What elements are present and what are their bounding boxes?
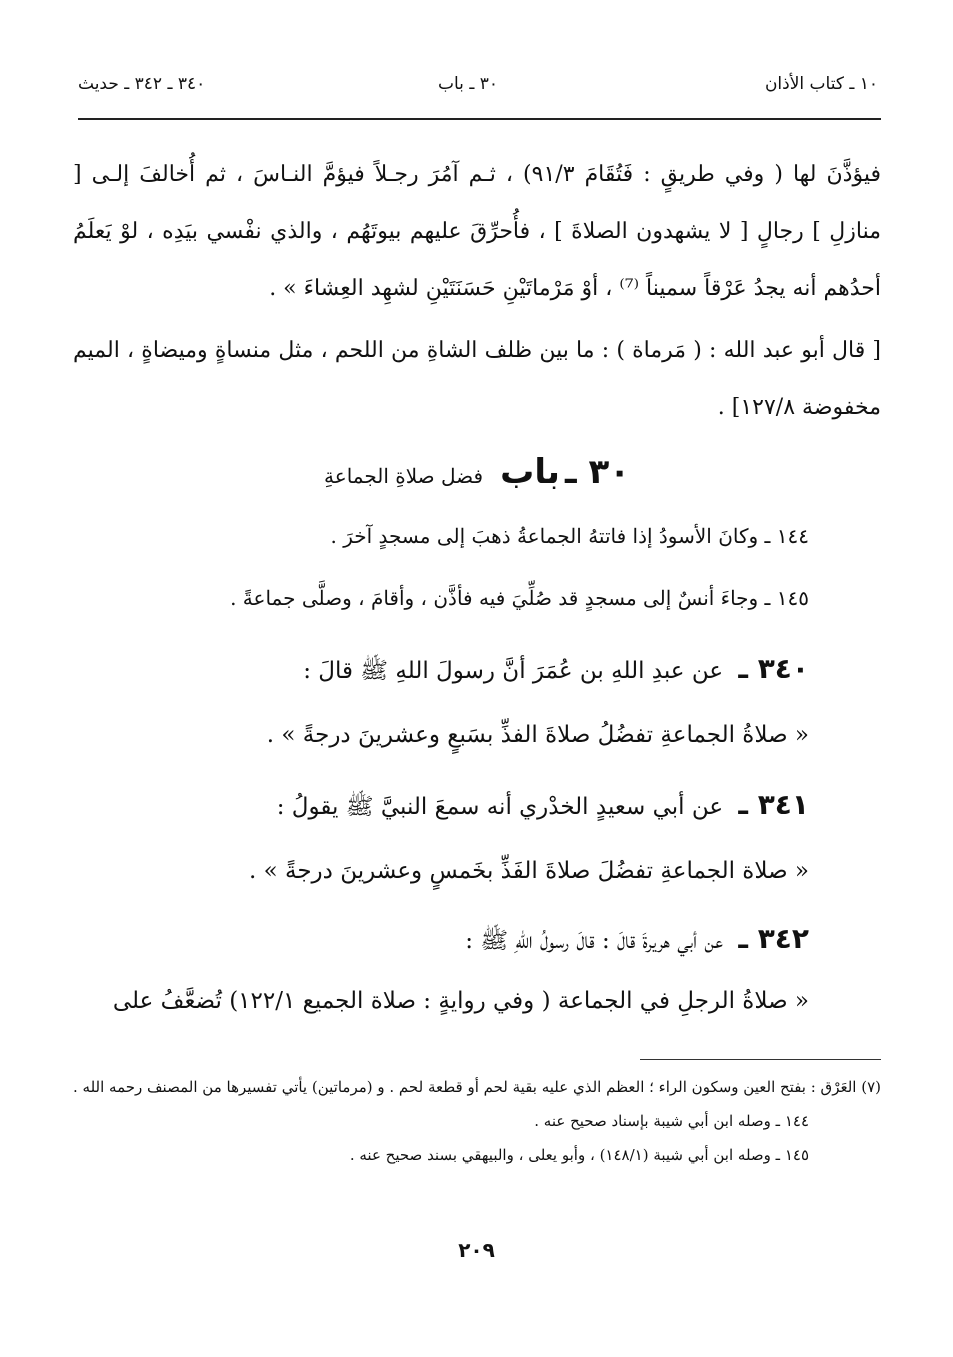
hadith-342-intro xyxy=(465,922,809,960)
hadith-342-isnad: عن أبي هريرةَ قالَ : قالَ رسولُ اللهِ ﷺ : xyxy=(465,928,724,954)
athar-145: ١٤٥ ـ وجاءَ أنسٌ إلى مسجدٍ قد صُلِّيَ فيه فأذَّن ، وأقامَ ، وصلَّى جماعةً . xyxy=(230,586,809,610)
chapter-title: فضل صلاةِ الجماعةِ xyxy=(324,464,484,488)
hadith-341-isnad: عن أبي سعيدٍ الخدْري أنه سمعَ النبيَّ ﷺ يقولُ : xyxy=(276,794,724,820)
page-number: ٢٠٩ xyxy=(458,1238,495,1262)
footnotes xyxy=(73,1074,881,1176)
chapter-word: باب xyxy=(500,452,560,492)
hadith-341-number: ٣٤١ ـ xyxy=(738,788,809,821)
header-bab: ٣٠ ـ باب xyxy=(438,74,498,94)
header-hadith-range: ٣٤٠ ـ ٣٤٢ ـ حديث xyxy=(78,74,206,94)
hadith-340-number: ٣٤٠ ـ xyxy=(738,652,809,685)
chapter-number: ٣٠ ـ xyxy=(564,452,630,492)
footnote-145: ١٤٥ ـ وصله ابن أبي شيبة (١٤٨/١) ، وأبو يعلى ، والبيهقي بسند صحيح عنه . xyxy=(349,1146,809,1164)
paragraph-explanation: [ قال أبو عبد الله : ( مَرماة ) : ما بين ظلف الشاةِ من اللحم ، مثل منساةٍ وميضاةٍ ، الميم مخفوضة ١٢٧/٨] . xyxy=(73,338,881,420)
hadith-342-text: « صلاةُ الرجلِ في الجماعة ( وفي روايةٍ : صلاة الجميع ١٢٢/١) تُضعَّفُ على xyxy=(112,988,809,1014)
header-chapter: ١٠ ـ كتاب الأذان xyxy=(764,74,878,94)
chapter-heading xyxy=(73,452,881,492)
hadith-340-intro xyxy=(303,652,809,690)
athar-144: ١٤٤ ـ وكانَ الأسودُ إذا فاتتهُ الجماعةُ ذهبَ إلى مسجدٍ آخرَ . xyxy=(330,524,809,548)
running-header xyxy=(78,68,878,108)
hadith-340-isnad: عن عبدِ اللهِ بن عُمَرَ أنَّ رسولَ اللهِ ﷺ قالَ : xyxy=(303,658,724,684)
footnote-144: ١٤٤ ـ وصله ابن أبي شيبة بإسناد صحيح عنه . xyxy=(534,1112,809,1130)
footnote-divider xyxy=(640,1059,881,1060)
hadith-340-text: « صلاةُ الجماعةِ تفضُلُ صلاةَ الفذِّ بسَبعٍ وعشرينَ درجةً » . xyxy=(266,722,809,748)
hadith-341-text: « صلاة الجماعةِ تفضُلَ صلاةَ الفَذِّ بخَمسٍ وعشرينَ درجةً » . xyxy=(249,858,809,884)
footnote-7: (٧) العَرْق : بفتح العين وسكون الراء ؛ العظم الذي عليه بقية لحم أو قطعة لحم . و (مرماتين) يأتي تفسيرها من المصنف رحمه الله . xyxy=(72,1078,881,1096)
hadith-341-intro xyxy=(277,788,809,826)
header-divider xyxy=(78,118,881,120)
hadith-342-number: ٣٤٢ ـ xyxy=(738,922,809,955)
paragraph-continuation: فيؤذَّنَ لها ( وفي طريقٍ : فَتُقَامَ ٩١/٣) ، ثـم آمُرَ رجـلاً فيؤمَّ النـاسَ ، ثم أُخالفَ إلـى [ منازلِ ] رجالٍ [ لا يشهدون الصلاةَ ] ، فأُحرِّقَ عليهم بيوتَهُم ، والذي نفْسي بيَدِه ، لوْ يَعلَمُ أحدُهم أنه يجدُ عَرْقاً سميناً ⁽⁷⁾ ، أوْ مَرْماتَيْنِ حَسَنَتَيْنِ لشهِد العِشاءَ » . xyxy=(73,162,881,301)
